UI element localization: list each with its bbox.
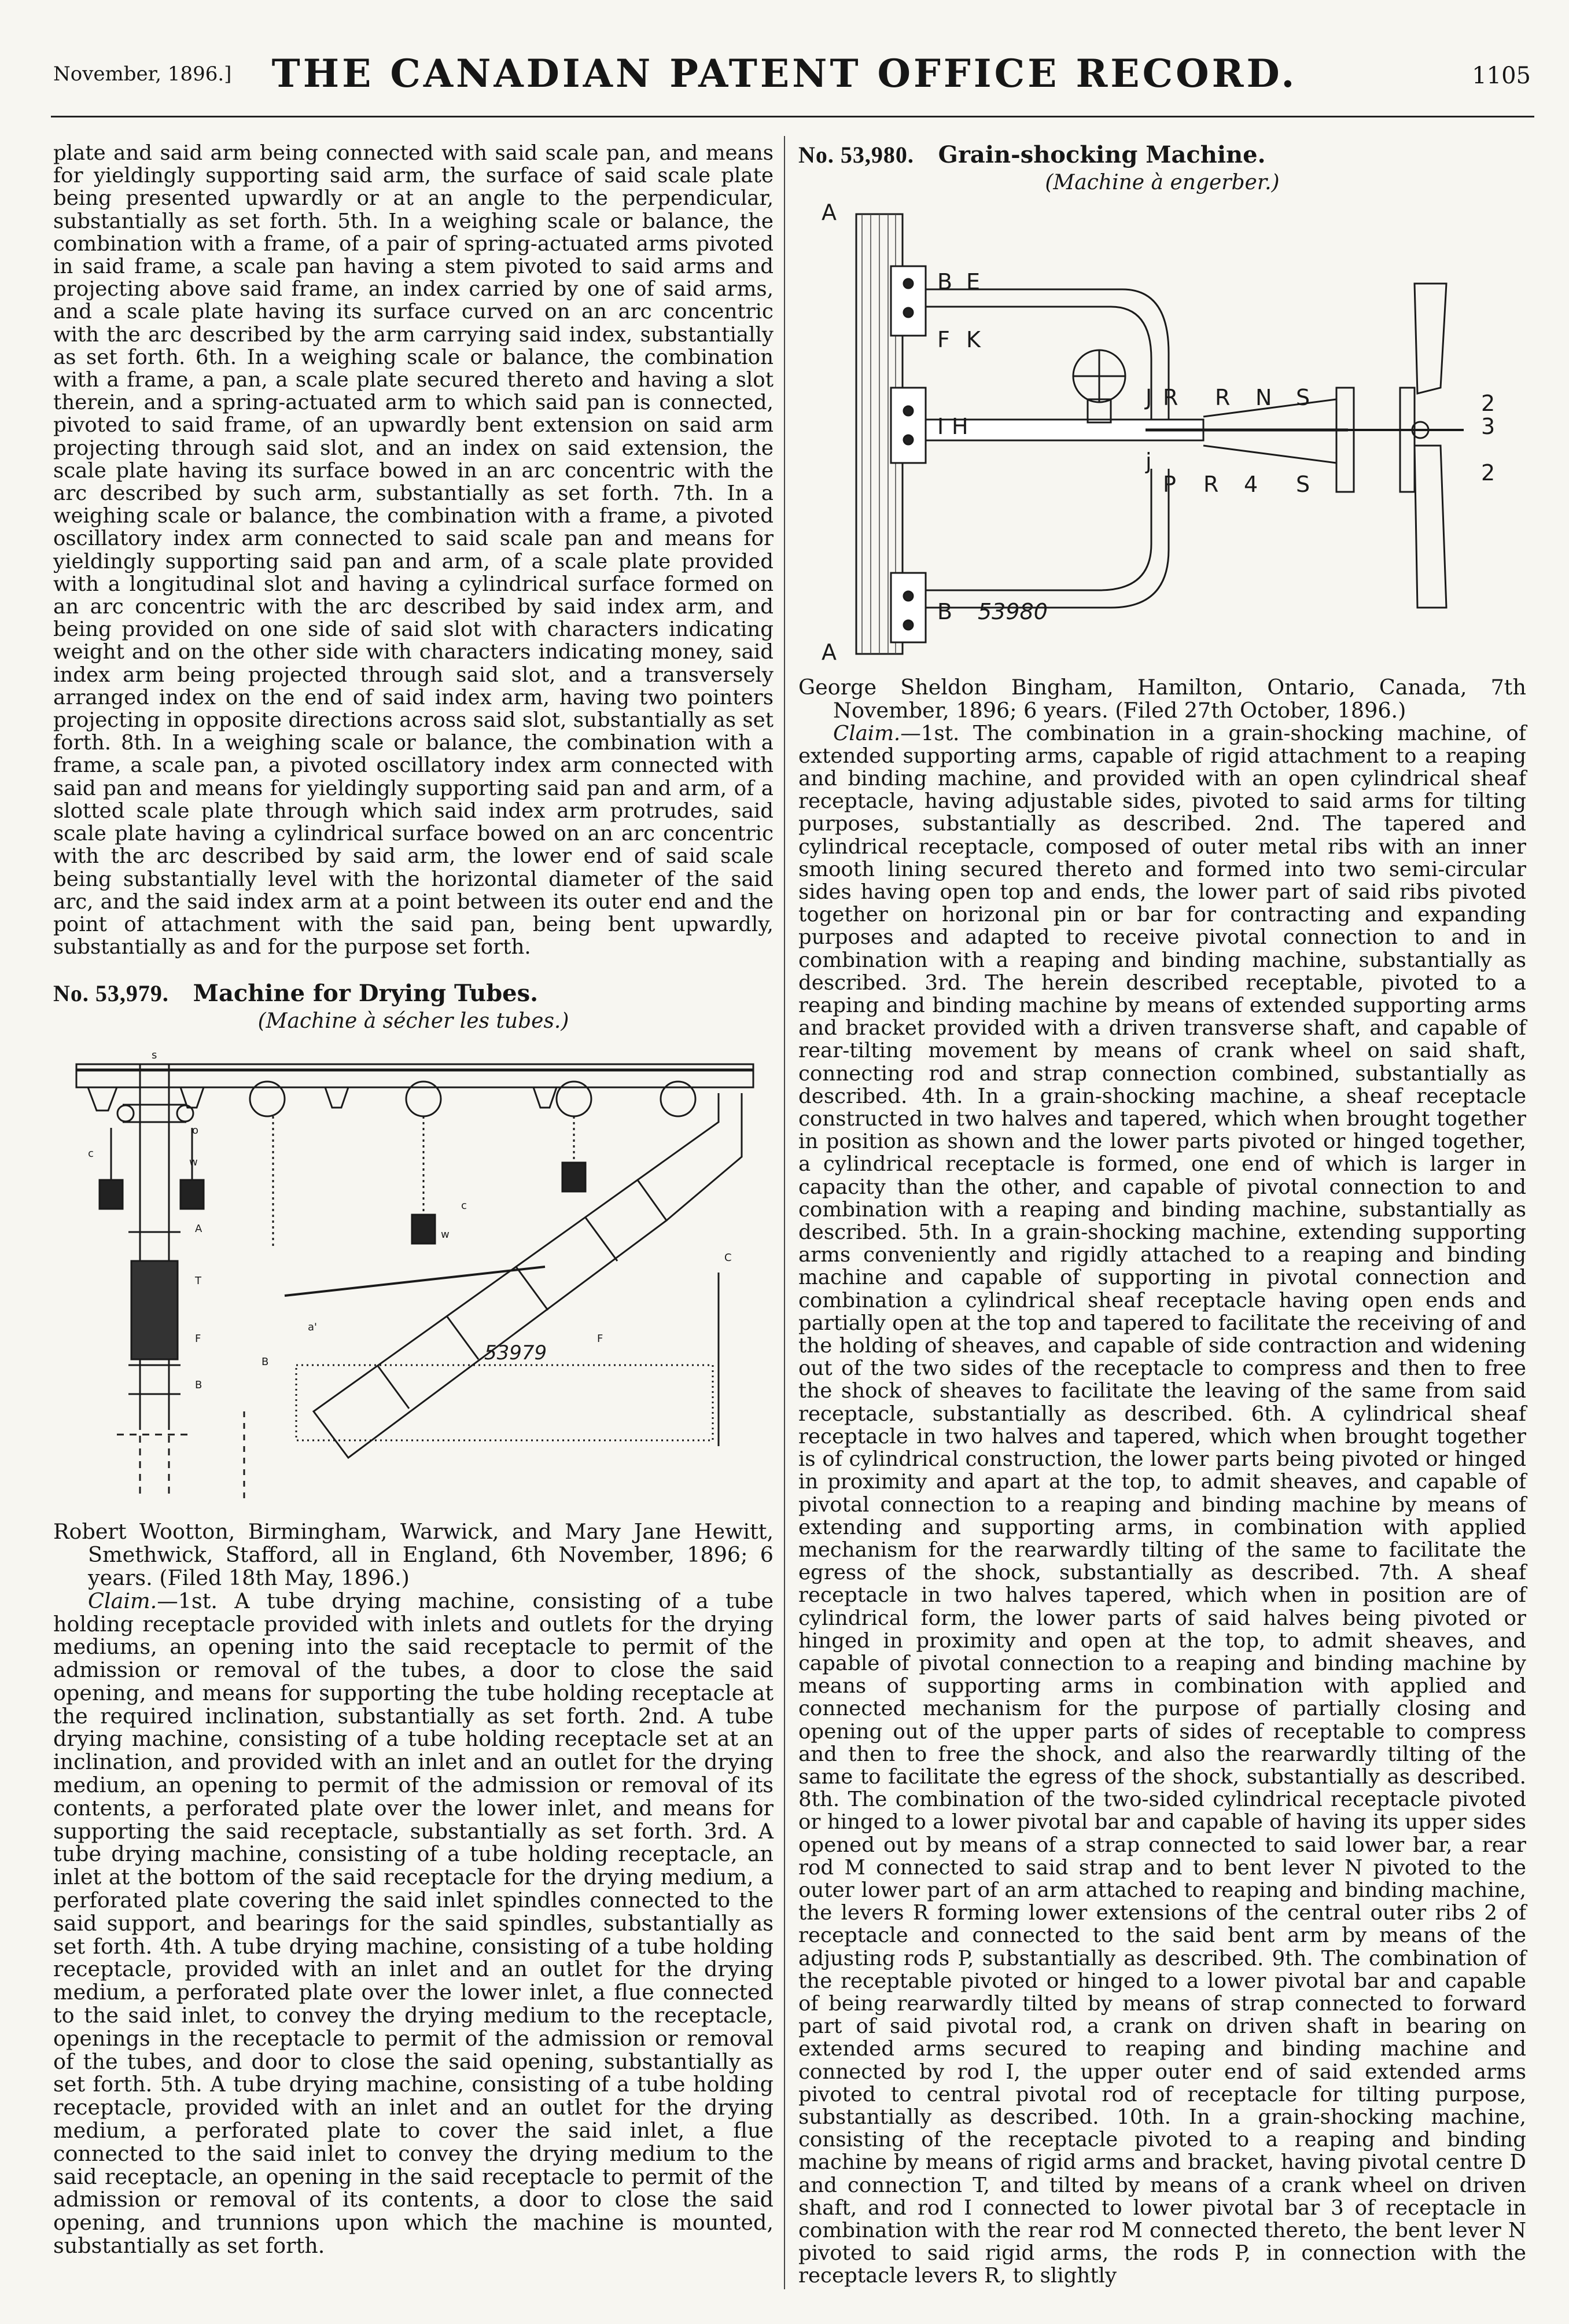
svg-text:F: F [597,1333,603,1345]
journal-title: THE CANADIAN PATENT OFFICE RECORD. [271,51,1298,96]
svg-text:A: A [822,203,837,225]
patent-claims-53979 [53,1590,774,2257]
continued-claims-text: plate and said arm being connected with said scale pan, and means for yieldingly supporting said arm, the surface of said scale plate being presented upwardly or at an angle to the perpendicular, substantially as set forth. 5th. In a weighing scale or balance, the combination with a frame, of a pair of spring-actuated arms pivoted in said frame, a scale pan having a stem pivoted to said arms and projecting above said frame, an index carried by one of said arms, and a scale plate having its surface curved on an arc concentric with the arc described by the arm carrying said index, substantially as set forth. 6th. In a weighing scale or balance, the combination with a frame, a pan, a scale plate secured thereto and having a slot therein, and a spring-actuated arm to which said pan is connected, pivoted to said frame, of an upwardly bent extension on said arm projecting through said slot, and an index on said extension, the scale plate having its surface bowed in an arc concentric with the arc described by such arm, substantially as set forth. 7th. In a weighing scale or balance, the combination with a frame, a pivoted oscillatory index arm connected to said scale pan and means for yieldingly supporting said pan and arm, of a scale plate provided with a longitudinal slot and having a cylindrical surface formed on an arc concentric with the arc described by said index arm, and being provided on one side of said slot with characters indicating weight and on the other side with characters indicating money, said index arm being projected through said slot, and a transversely arranged index on the end of said index arm, having two pointers projecting in opposite directions across said slot, substantially as set forth. 8th. In a weighing scale or balance, the combination with a frame, a scale pan, a pivoted oscillatory index arm connected with said pan and means for yieldingly supporting said pan and arm, of a slotted scale plate through which said index arm protrudes, said scale plate having a cylindrical surface bowed on an arc concentric with the arc described by said arm, the lower end of said scale being substantially level with the horizontal diameter of the said arc, and the said index arm at a point between its outer end and the point of attachment with the said pan, being bent upwardly, substantially as and for the purpose set forth. [53,141,774,959]
svg-text:B: B [937,269,953,295]
svg-text:a': a' [308,1321,317,1334]
claim-label: Claim. [88,1588,157,1613]
svg-text:J: J [1146,385,1152,410]
claim-text: —1st. A tube drying machine, consisting of a tube holding receptacle provided with inlets and outlets for the drying mediums, an opening into the said receptacle to permit of the admission or removal of the tubes, a door to close the said opening, and means for supporting the tube holding receptacle at the required inclination, substantially as set forth. 2nd. A tube drying machine, consisting of a tube holding receptacle set at an inclination, and provided with an inlet and an outlet for the drying medium, an opening to permit of the admission or removal of its contents, a perforated plate over the lower inlet, and means for supporting the said receptacle, substantially as set forth. 3rd. A tube drying machine, consisting of a tube holding receptacle, an inlet at the bottom of the said receptacle for the drying medium, a perforated plate covering the said inlet spindles connected to the said support, and bearings for the said spindles, substantially as set forth. 4th. A tube drying machine, consisting of a tube holding receptacle, provided with an inlet and an outlet for the drying medium, a perforated plate over the lower inlet, a flue connected to the said inlet, to convey the drying medium to the receptacle, openings in the receptacle to permit of the admission or removal of the tubes, and door to close the said opening, substantially as set forth. 5th. A tube drying machine, consisting of a tube holding receptacle, provided with an inlet and an outlet for the drying medium, a perforated plate to cover the said inlet, a flue connected to the said inlet to convey the drying medium to the said receptacle, an opening in the said receptacle to permit of the admission or removal of its contents, a door to close the said opening, and trunnions upon which the machine is mounted, substantially as set forth. [53,1588,774,2259]
svg-text:S: S [1296,472,1310,497]
grain-shocking-figure [798,203,1526,665]
patent-number: No. 53,979. [53,980,169,1007]
svg-text:j: j [1146,448,1152,474]
svg-text:I: I [937,414,944,439]
patent-title: Grain-shocking Machine. [938,141,1266,168]
patent-heading-53980 [798,142,1526,168]
patent-french-title: (Machine à engerber.) [1045,171,1280,194]
svg-text:s: s [152,1049,157,1062]
svg-text:H: H [952,414,968,439]
patent-heading-53979 [53,980,774,1007]
svg-text:E: E [966,269,981,295]
drying-machine-drawing [53,1041,774,1510]
svg-text:4: 4 [1244,472,1258,497]
svg-text:R: R [1203,472,1219,497]
drying-tubes-figure [53,1041,774,1510]
patent-claims-53980 [798,722,1526,2288]
svg-text:c: c [88,1148,94,1160]
svg-text:w: w [189,1156,198,1169]
svg-text:T: T [195,1275,201,1288]
svg-text:R: R [1163,385,1178,410]
svg-text:2: 2 [1481,391,1496,416]
patent-title: Machine for Drying Tubes. [193,980,539,1007]
svg-text:P: P [1163,472,1176,497]
svg-text:B: B [937,599,953,624]
svg-text:2: 2 [1481,460,1496,486]
svg-text:C: C [724,1252,732,1264]
header-rule [51,116,1534,117]
issue-date: November, 1896.] [53,62,232,86]
svg-text:S: S [1296,385,1310,410]
patent-inventors-53979: Robert Wootton, Birmingham, Warwick, and Mary Jane Hewitt, Smethwick, Stafford, all in England, 6th November, 1896; 6 years. (Filed 18th May, 1896.) [53,1519,774,1590]
page-number: 1105 [1472,62,1531,89]
svg-text:3: 3 [1481,414,1496,439]
claim-text: —1st. The combination in a grain-shocking machine, of extended supporting arms, capable of rigid attachment to a reaping and binding machine, and provided with an open cylindrical sheaf receptacle, having adjustable sides, pivoted to said arms for tilting purposes, substantially as described. 2nd. The tapered and cylindrical receptacle, composed of outer metal ribs with an inner smooth lining secured thereto and formed into two semi-circular sides having open top and ends, the lower part of said ribs pivoted together on horizonal pin or bar for contracting and expanding purposes and adapted to receive pivotal connection to and in combination with a reaping and binding machine, substantially as described. 3rd. The herein described receptable, pivoted to a reaping and binding machine by means of extended supporting arms and bracket provided with a driven transverse shaft, and capable of rear-tilting movement by means of crank wheel on said shaft, connecting rod and strap connection combined, substantially as described. 4th. In a grain-shocking machine, a sheaf receptacle constructed in two halves and tapered, which when brought together in position as shown and the lower parts pivoted or hinged together, a cylindrical receptacle is formed, one end of which is larger in capacity than the other, and capable of pivotal connection to and combination with a reaping and binding machine, substantially as described. 5th. In a grain-shocking machine, extending supporting arms conveniently and rigidly attached to a reaping and binding machine and capable of supporting in pivotal connection and combination a cylindrical sheaf receptacle having open ends and partially open at the top and tapered to facilitate the receiving of and the holding of sheaves, and capable of side contraction and widening out of the two sides of the receptacle to compress and then to free the shock of sheaves to facilitate the leaving of the same from said receptacle, substantially as described. 6th. A cylindrical sheaf receptacle in two halves and tapered, which when brought together is of cylindrical construction, the lower parts being pivoted or hinged in proximity and apart at the top, to admit sheaves, and capable of pivotal connection to a reaping and binding machine by means of extending and supporting arms, in combination with applied mechanism for the rearwardly tilting of the same to facilitate the egress of the shock, substantially as described. 7th. A sheaf receptacle in two halves tapered, which when in position are of cylindrical form, the lower parts of said halves being pivoted or hinged in proximity and open at the top, to admit sheaves, and capable of pivotal connection to a reaping and binding machine by means of supporting arms in combination with applied and connected mechanism for the purpose of partially closing and opening out of the upper parts of sides of receptable to compress and then to free the shock, and also the rearwardly tilting of the same to facilitate the egress of the shock, substantially as described. 8th. The combination of the two-sided cylindrical receptacle pivoted or hinged to a lower pivotal bar and capable of having its upper sides opened out by means of a strap connected to said lower bar, a rear rod M connected to said strap and to bent lever N pivoted to the outer lower part of an arm attached to reaping and binding machine, the levers R forming lower extensions of the central outer ribs 2 of receptacle and connected to the said bent arm by means of the adjusting rods P, substantially as described. 9th. The combination of the receptable pivoted or hinged to a lower pivotal bar and capable of being rearwardly tilted by means of strap connected to forward part of said pivotal rod, a crank on driven shaft in bearing on extended arms secured to reaping and binding machine and connected by rod I, the upper outer end of said extended arms pivoted to central pivotal rod of receptacle for tilting purpose, substantially as described. 10th. In a grain-shocking machine, consisting of the receptacle pivoted to a reaping and binding machine by means of rigid arms and bracket, having pivotal centre D and connection T, and tilted by means of a crank wheel on driven shaft, and rod I connected to lower pivotal bar 3 of receptacle in combination with the rear rod M connected thereto, the bent lever N pivoted to said rigid arms, the rods P, in connection with the receptacle levers R, to slightly [798,721,1526,2288]
left-column [53,142,774,2257]
svg-text:c: c [461,1200,467,1212]
svg-text:w: w [441,1229,450,1241]
svg-text:K: K [966,327,981,352]
patent-inventors-53980: George Sheldon Bingham, Hamilton, Ontario, Canada, 7th November, 1896; 6 years. (Filed 27th October, 1896.) [798,675,1526,723]
svg-text:o: o [192,1124,199,1137]
claim-label: Claim. [833,721,901,745]
svg-text:A: A [195,1223,202,1235]
svg-text:F: F [937,327,950,352]
figure-number-53979: 53979 [484,1341,547,1365]
svg-text:N: N [1255,385,1272,410]
svg-text:F: F [195,1333,201,1345]
svg-text:A: A [822,639,837,665]
figure-number-53980: 53980 [978,599,1048,624]
column-divider [784,136,785,2289]
patent-french-title: (Machine à sécher les tubes.) [257,1009,569,1034]
svg-text:R: R [1215,385,1231,410]
svg-text:B: B [195,1379,202,1392]
grain-shocking-drawing [798,203,1526,665]
svg-text:B: B [262,1356,269,1369]
right-column [798,142,1526,2288]
patent-number: No. 53,980. [798,142,914,168]
